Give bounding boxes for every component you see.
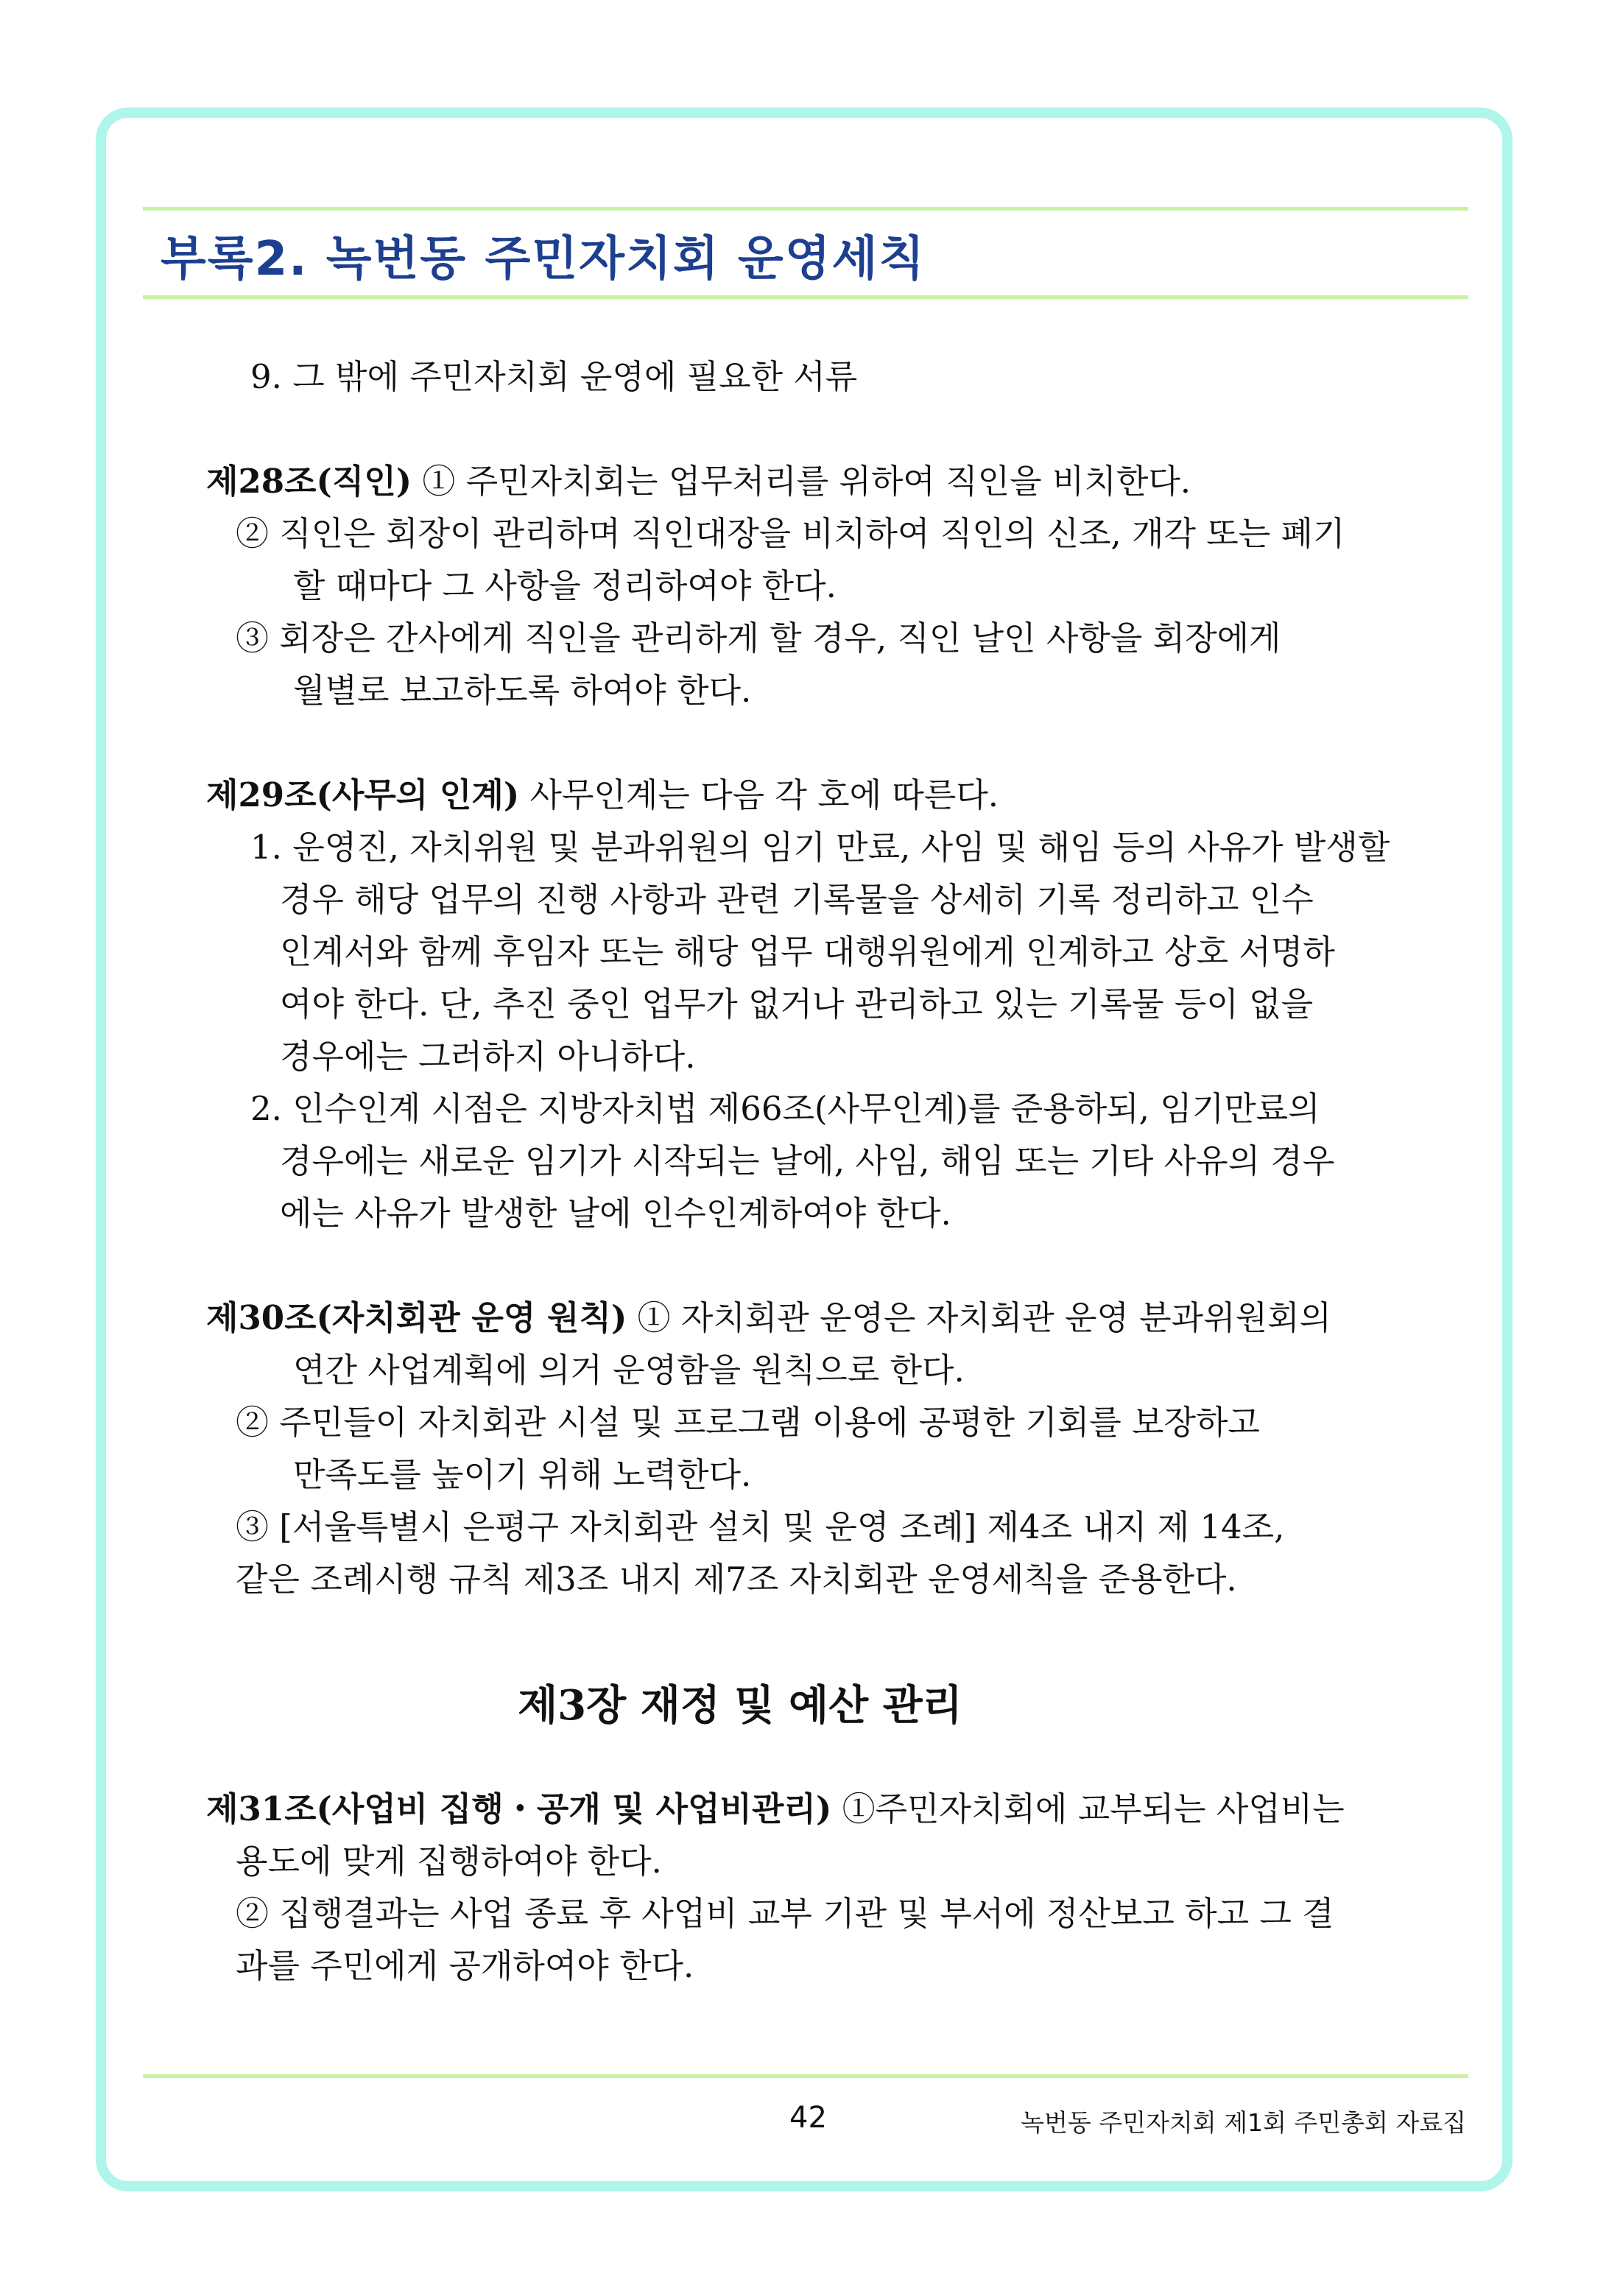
list-item-continuation: 인계서와 함께 후임자 또는 해당 업무 대행위원에게 인계하고 상호 서명하 — [280, 932, 1335, 971]
clause: ③ [서울특별시 은평구 자치회관 설치 및 운영 조례] 제4조 내지 제 14조, — [236, 1507, 1285, 1546]
article-heading: 제30조(자치회관 운영 원칙) — [206, 1298, 627, 1337]
clause-continuation: 같은 조례시행 규칙 제3조 내지 제7조 자치회관 운영세칙을 준용한다. — [236, 1560, 1237, 1599]
page-number: 42 — [789, 2101, 827, 2135]
article-heading: 제31조(사업비 집행・공개 및 사업비관리) — [206, 1789, 832, 1828]
article-31: 제31조(사업비 집행・공개 및 사업비관리) ①주민자치회에 교부되는 사업비는 — [206, 1789, 1345, 1828]
article-28: 제28조(직인) ① 주민자치회는 업무처리를 위하여 직인을 비치한다. — [206, 462, 1191, 501]
list-item: 9. 그 밖에 주민자치회 운영에 필요한 서류 — [250, 357, 858, 396]
clause: ② 직인은 회장이 관리하며 직인대장을 비치하여 직인의 신조, 개각 또는 폐기 — [236, 514, 1345, 553]
clause-continuation: 월별로 보고하도록 하여야 한다. — [293, 671, 752, 710]
article-29: 제29조(사무의 인계) 사무인계는 다음 각 호에 따른다. — [206, 775, 999, 814]
list-item-continuation: 경우에는 새로운 임기가 시작되는 날에, 사임, 해임 또는 기타 사유의 경우 — [280, 1141, 1335, 1180]
header-top-rule — [143, 207, 1468, 211]
clause-continuation: 과를 주민에게 공개하여야 한다. — [236, 1946, 694, 1985]
footer-doc-title: 녹번동 주민자치회 제1회 주민총회 자료집 — [1021, 2108, 1466, 2137]
footer-rule — [143, 2074, 1468, 2078]
clause-continuation: 만족도를 높이기 위해 노력한다. — [293, 1455, 752, 1494]
document-body — [206, 351, 1406, 1992]
header-bottom-rule — [143, 295, 1468, 299]
chapter-heading: 제3장 재정 및 예산 관리 — [518, 1681, 962, 1730]
list-item: 2. 인수인계 시점은 지방자치법 제66조(사무인계)를 준용하되, 임기만료의 — [250, 1089, 1320, 1128]
list-item-continuation: 경우 해당 업무의 진행 사항과 관련 기록물을 상세히 기록 정리하고 인수 — [280, 880, 1314, 919]
article-heading: 제29조(사무의 인계) — [206, 775, 520, 814]
list-item-continuation: 경우에는 그러하지 아니하다. — [280, 1037, 696, 1076]
page-title: 부록2. 녹번동 주민자치회 운영세칙 — [161, 232, 926, 286]
list-item-continuation: 여야 한다. 단, 추진 중인 업무가 없거나 관리하고 있는 기록물 등이 없을 — [280, 985, 1314, 1024]
clause-continuation: 연간 사업계획에 의거 운영함을 원칙으로 한다. — [293, 1351, 965, 1390]
list-item-continuation: 에는 사유가 발생한 날에 인수인계하여야 한다. — [280, 1194, 951, 1233]
clause: ② 집행결과는 사업 종료 후 사업비 교부 기관 및 부서에 정산보고 하고 그 결 — [236, 1894, 1334, 1933]
clause-continuation: 할 때마다 그 사항을 정리하여야 한다. — [293, 566, 837, 605]
clause-continuation: 용도에 맞게 집행하여야 한다. — [236, 1842, 662, 1881]
clause: ③ 회장은 간사에게 직인을 관리하게 할 경우, 직인 날인 사항을 회장에게 — [236, 619, 1281, 658]
clause: ② 주민들이 자치회관 시설 및 프로그램 이용에 공평한 기회를 보장하고 — [236, 1403, 1260, 1442]
article-30: 제30조(자치회관 운영 원칙) ① 자치회관 운영은 자치회관 운영 분과위원회의 — [206, 1298, 1332, 1337]
article-heading: 제28조(직인) — [206, 462, 412, 501]
list-item: 1. 운영진, 자치위원 및 분과위원의 임기 만료, 사임 및 해임 등의 사유가 발생할 — [250, 828, 1390, 867]
